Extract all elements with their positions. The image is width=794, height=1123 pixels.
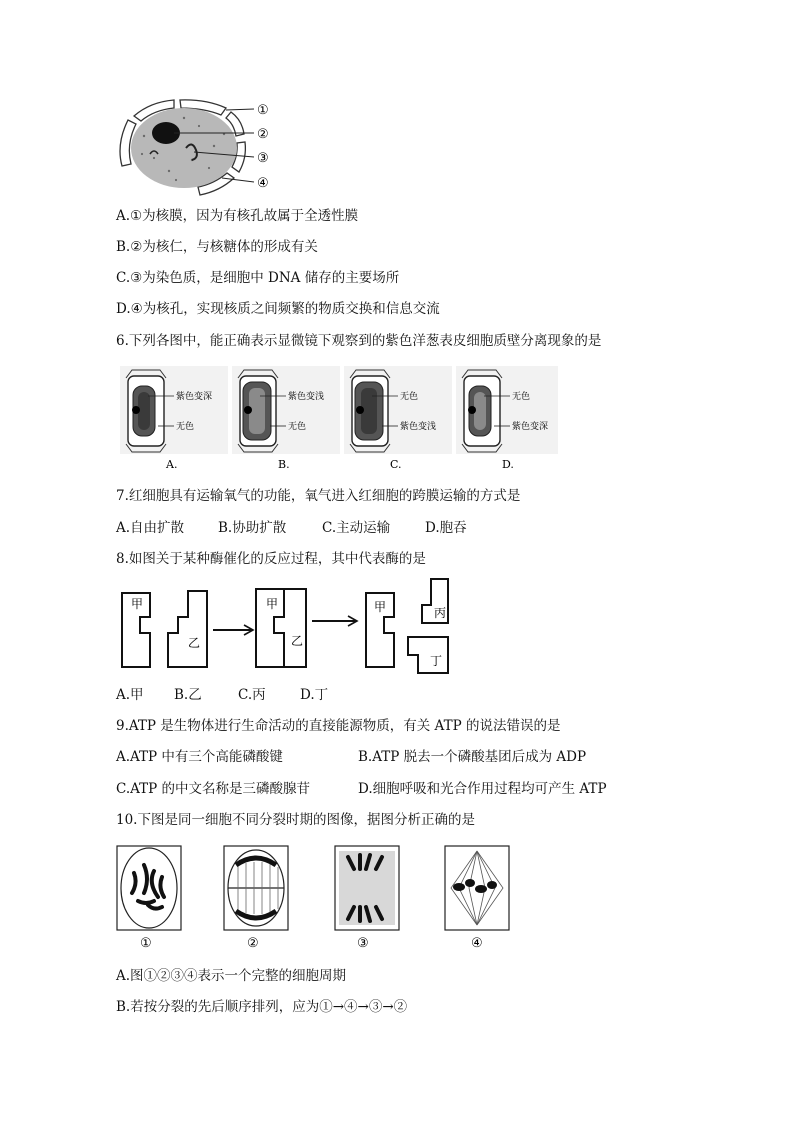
q10-stem: 10.下图是同一细胞不同分裂时期的图像，据图分析正确的是: [116, 812, 475, 828]
mitosis-caption-1: ①: [140, 936, 152, 951]
figure-label-2: ②: [257, 127, 269, 142]
q5-option-a: A.①为核膜，因为有核孔故属于全透性膜: [116, 208, 359, 224]
q7-option-b: B.协助扩散: [218, 520, 287, 536]
q7-option-a: A.自由扩散: [116, 520, 185, 536]
q10-option-b: B.若按分裂的先后顺序排列，应为①→④→③→②: [116, 999, 408, 1015]
panel-bottom-label: 无色: [176, 422, 195, 432]
q9-stem: 9.ATP 是生物体进行生命活动的直接能源物质，有关 ATP 的说法错误的是: [116, 718, 561, 734]
q8-stem: 8.如图关于某种酶催化的反应过程，其中代表酶的是: [116, 551, 426, 567]
mitosis-caption-4: ④: [471, 936, 483, 951]
figure-label-4: ④: [257, 176, 269, 191]
plasmolysis-panel: [232, 366, 340, 471]
q9-option-c: C.ATP 的中文名称是三磷酸腺苷: [116, 781, 311, 797]
q7-option-c: C.主动运输: [322, 520, 391, 536]
q8-option-c: C.丙: [238, 687, 266, 703]
panel-caption: A.: [166, 458, 178, 471]
panel-bottom-label: 紫色变浅: [400, 422, 437, 432]
figure-label-1: ①: [257, 103, 269, 118]
panel-caption: C.: [390, 458, 402, 471]
label-bing: 丙: [434, 606, 447, 620]
nucleus-figure: [114, 96, 284, 198]
panel-top-label: 无色: [400, 392, 419, 402]
panel-bottom-label: 紫色变深: [512, 422, 549, 432]
q8-option-d: D.丁: [300, 687, 329, 703]
label-yi-1: 乙: [188, 636, 201, 650]
label-yi-2: 乙: [291, 634, 304, 648]
q8-option-a: A.甲: [116, 687, 144, 703]
q5-option-d: D.④为核孔，实现核质之间频繁的物质交换和信息交流: [116, 301, 440, 317]
q5-option-c: C.③为染色质，是细胞中 DNA 储存的主要场所: [116, 270, 400, 286]
enzyme-figure: [116, 575, 456, 675]
panel-caption: D.: [502, 458, 514, 471]
label-jia-3: 甲: [374, 600, 387, 614]
q9-option-a: A.ATP 中有三个高能磷酸键: [116, 749, 283, 765]
mitosis-figure: [114, 843, 514, 953]
label-jia-1: 甲: [131, 597, 144, 611]
figure-label-3: ③: [257, 151, 269, 166]
q7-option-d: D.胞吞: [425, 520, 467, 536]
label-jia-2: 甲: [266, 597, 279, 611]
plasmolysis-panel: [456, 366, 558, 471]
plasmolysis-panel: [344, 366, 452, 471]
q10-option-a: A.图①②③④表示一个完整的细胞周期: [116, 968, 347, 984]
q5-option-b: B.②为核仁，与核糖体的形成有关: [116, 239, 318, 255]
panel-top-label: 紫色变深: [176, 392, 213, 402]
panel-bottom-label: 无色: [288, 422, 307, 432]
q8-option-b: B.乙: [174, 687, 202, 703]
q9-option-b: B.ATP 脱去一个磷酸基团后成为 ADP: [358, 749, 587, 765]
panel-caption: B.: [278, 458, 290, 471]
panel-top-label: 无色: [512, 392, 531, 402]
plasmolysis-panel: [120, 366, 228, 471]
panel-top-label: 紫色变浅: [288, 392, 325, 402]
mitosis-caption-2: ②: [247, 936, 259, 951]
q9-option-d: D.细胞呼吸和光合作用过程均可产生 ATP: [358, 781, 607, 797]
q6-stem: 6.下列各图中，能正确表示显微镜下观察到的紫色洋葱表皮细胞质壁分离现象的是: [116, 333, 602, 349]
mitosis-caption-3: ③: [357, 936, 369, 951]
plasmolysis-figure: [118, 364, 558, 474]
q7-stem: 7.红细胞具有运输氧气的功能，氧气进入红细胞的跨膜运输的方式是: [116, 488, 521, 504]
label-ding: 丁: [430, 654, 443, 668]
